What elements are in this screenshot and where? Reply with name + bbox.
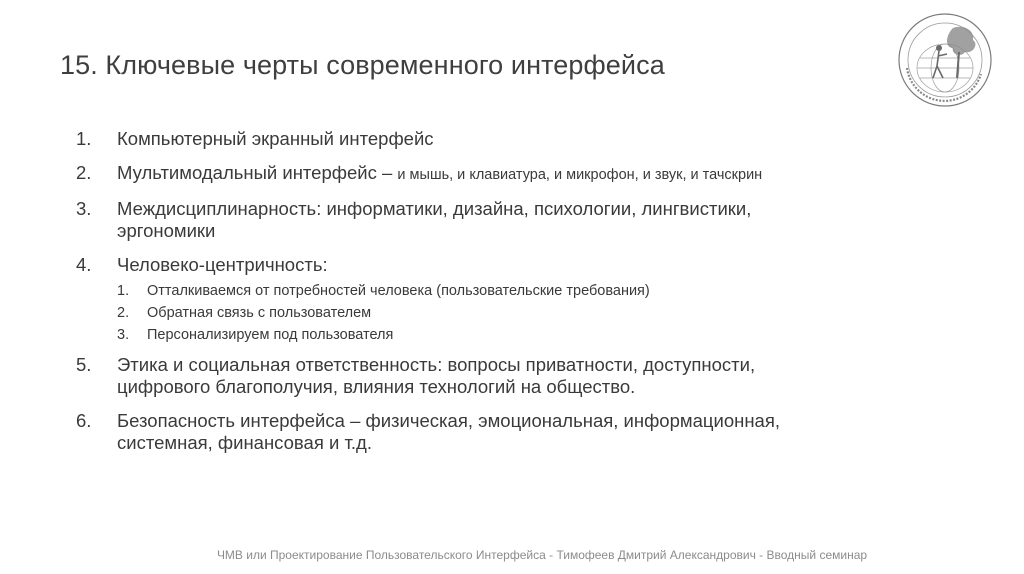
sub-list-item: 3. Персонализируем под пользователя (117, 327, 394, 343)
list-item: 6. Безопасность интерфейса – физическая, эмоциональная, информационная, системная, финансовая и т.д. (76, 410, 836, 454)
features-list (76, 128, 836, 454)
list-item: 5. Этика и социальная ответственность: вопросы приватности, доступности, цифрового благополучия, влияния технологий на общество. (76, 354, 836, 398)
item-note: и мышь, и клавиатура, и микрофон, и звук, и тачскрин (397, 167, 763, 183)
slide-footer: ЧМВ или Проектирование Пользовательского Интерфейса - Тимофеев Дмитрий Александрович - Вводный семинар (216, 548, 868, 562)
sub-list-item: 2. Обратная связь с пользователем (117, 305, 372, 321)
item-text-line: цифрового благополучия, влияния технологий на общество. (117, 376, 636, 397)
item-text: Человеко-центричность: (117, 254, 328, 275)
list-item: 2. Мультимодальный интерфейс – и мышь, и клавиатура, и микрофон, и звук, и тачскрин (76, 162, 763, 183)
list-item: 1. Компьютерный экранный интерфейс (76, 128, 434, 149)
item-text-line: эргономики (117, 220, 216, 241)
list-item: 4. Человеко-центричность: 1. Отталкиваемся от потребностей человека (пользовательские требования) 2. Обратная связь с пользователем 3. Персонализируем под пользователя (76, 254, 836, 344)
item-text-line: системная, финансовая и т.д. (117, 432, 372, 453)
item-text: Компьютерный экранный интерфейс (117, 128, 434, 149)
item-text-line: Безопасность интерфейса – физическая, эмоциональная, информационная, (117, 410, 780, 431)
sub-list-item: 1. Отталкиваемся от потребностей человека (пользовательские требования) (117, 283, 650, 299)
slide-title: 15. Ключевые черты современного интерфейса (60, 50, 665, 80)
item-text-line: Междисциплинарность: информатики, дизайна, психологии, лингвистики, (117, 198, 752, 219)
university-emblem-icon (893, 8, 997, 112)
item-text-line: Этика и социальная ответственность: вопросы приватности, доступности, (117, 354, 756, 375)
list-item: 3. Междисциплинарность: информатики, дизайна, психологии, лингвистики, эргономики (76, 198, 836, 242)
item-text: Мультимодальный интерфейс – (117, 162, 398, 183)
sub-list (117, 282, 836, 344)
